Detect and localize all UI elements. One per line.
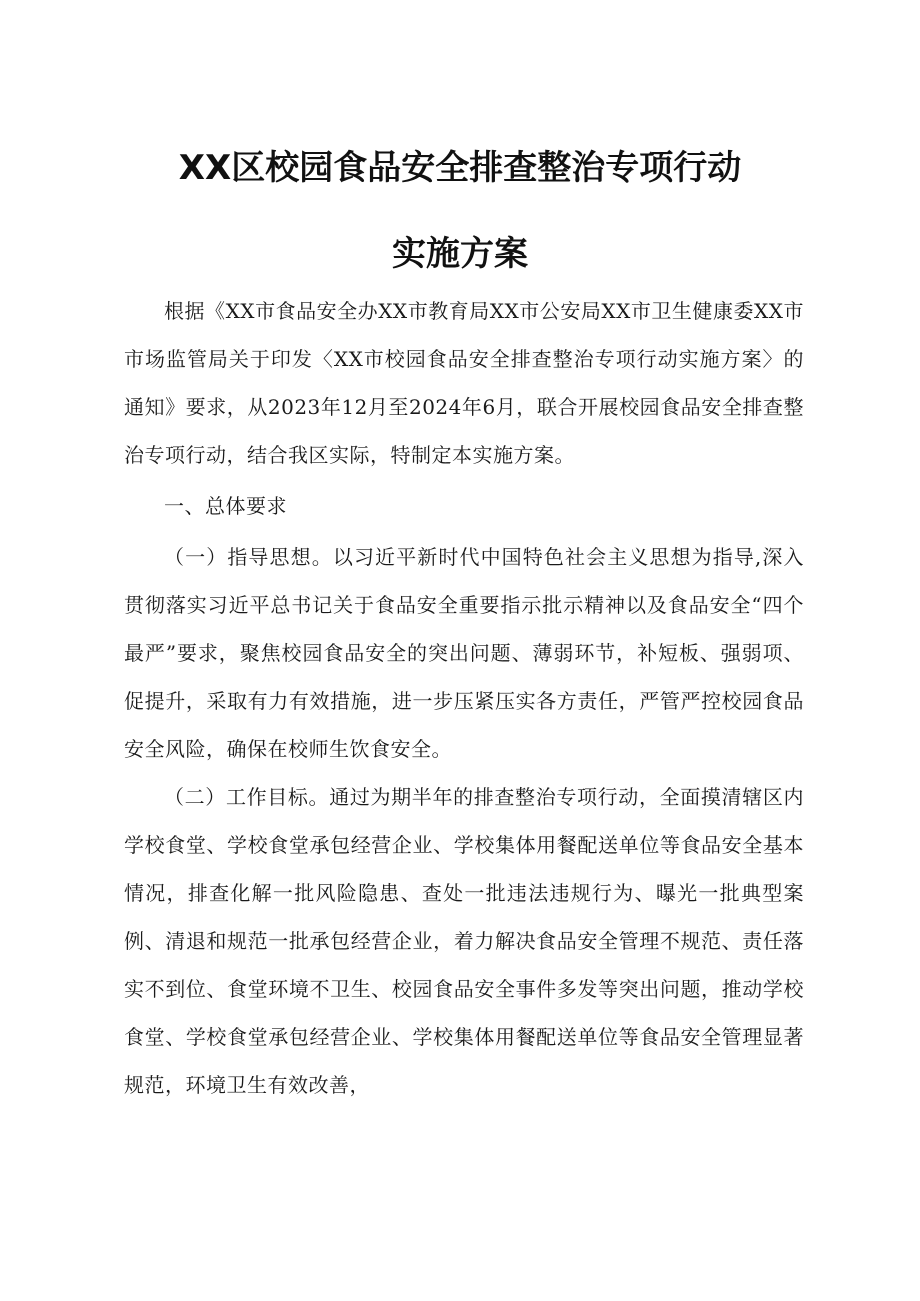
document-body	[124, 287, 804, 1109]
section-heading-general-requirements: 一、总体要求	[164, 494, 287, 518]
document-title-line1: XX区校园食品安全排查整治专项行动	[178, 148, 742, 188]
paragraph-work-goals: （二）工作目标。通过为期半年的排查整治专项行动，全面摸清辖区内学校食堂、学校食堂承包经营企业、学校集体用餐配送单位等食品安全基本情况，排查化解一批风险隐患、查处一批违法违规行为、曝光一批典型案例、清退和规范一批承包经营企业，着力解决食品安全管理不规范、责任落实不到位、食堂环境不卫生、校园食品安全事件多发等突出问题，推动学校食堂、学校食堂承包经营企业、学校集体用餐配送单位等食品安全管理显著规范，环境卫生有效改善，	[124, 785, 804, 1097]
document-title-line2: 实施方案	[392, 234, 528, 274]
paragraph-guiding-ideology: （一）指导思想。以习近平新时代中国特色社会主义思想为指导,深入贯彻落实习近平总书记关于食品安全重要指示批示精神以及食品安全“四个最严”要求，聚焦校园食品安全的突出问题、薄弱环节，补短板、强弱项、促提升，采取有力有效措施，进一步压紧压实各方责任，严管严控校园食品安全风险，确保在校师生饮食安全。	[124, 545, 804, 761]
paragraph-intro: 根据《XX市食品安全办XX市教育局XX市公安局XX市卫生健康委XX市市场监管局关于印发〈XX市校园食品安全排查整治专项行动实施方案〉的通知》要求，从2023年12月至2024年6月，联合开展校园食品安全排查整治专项行动，结合我区实际，特制定本实施方案。	[124, 299, 804, 467]
